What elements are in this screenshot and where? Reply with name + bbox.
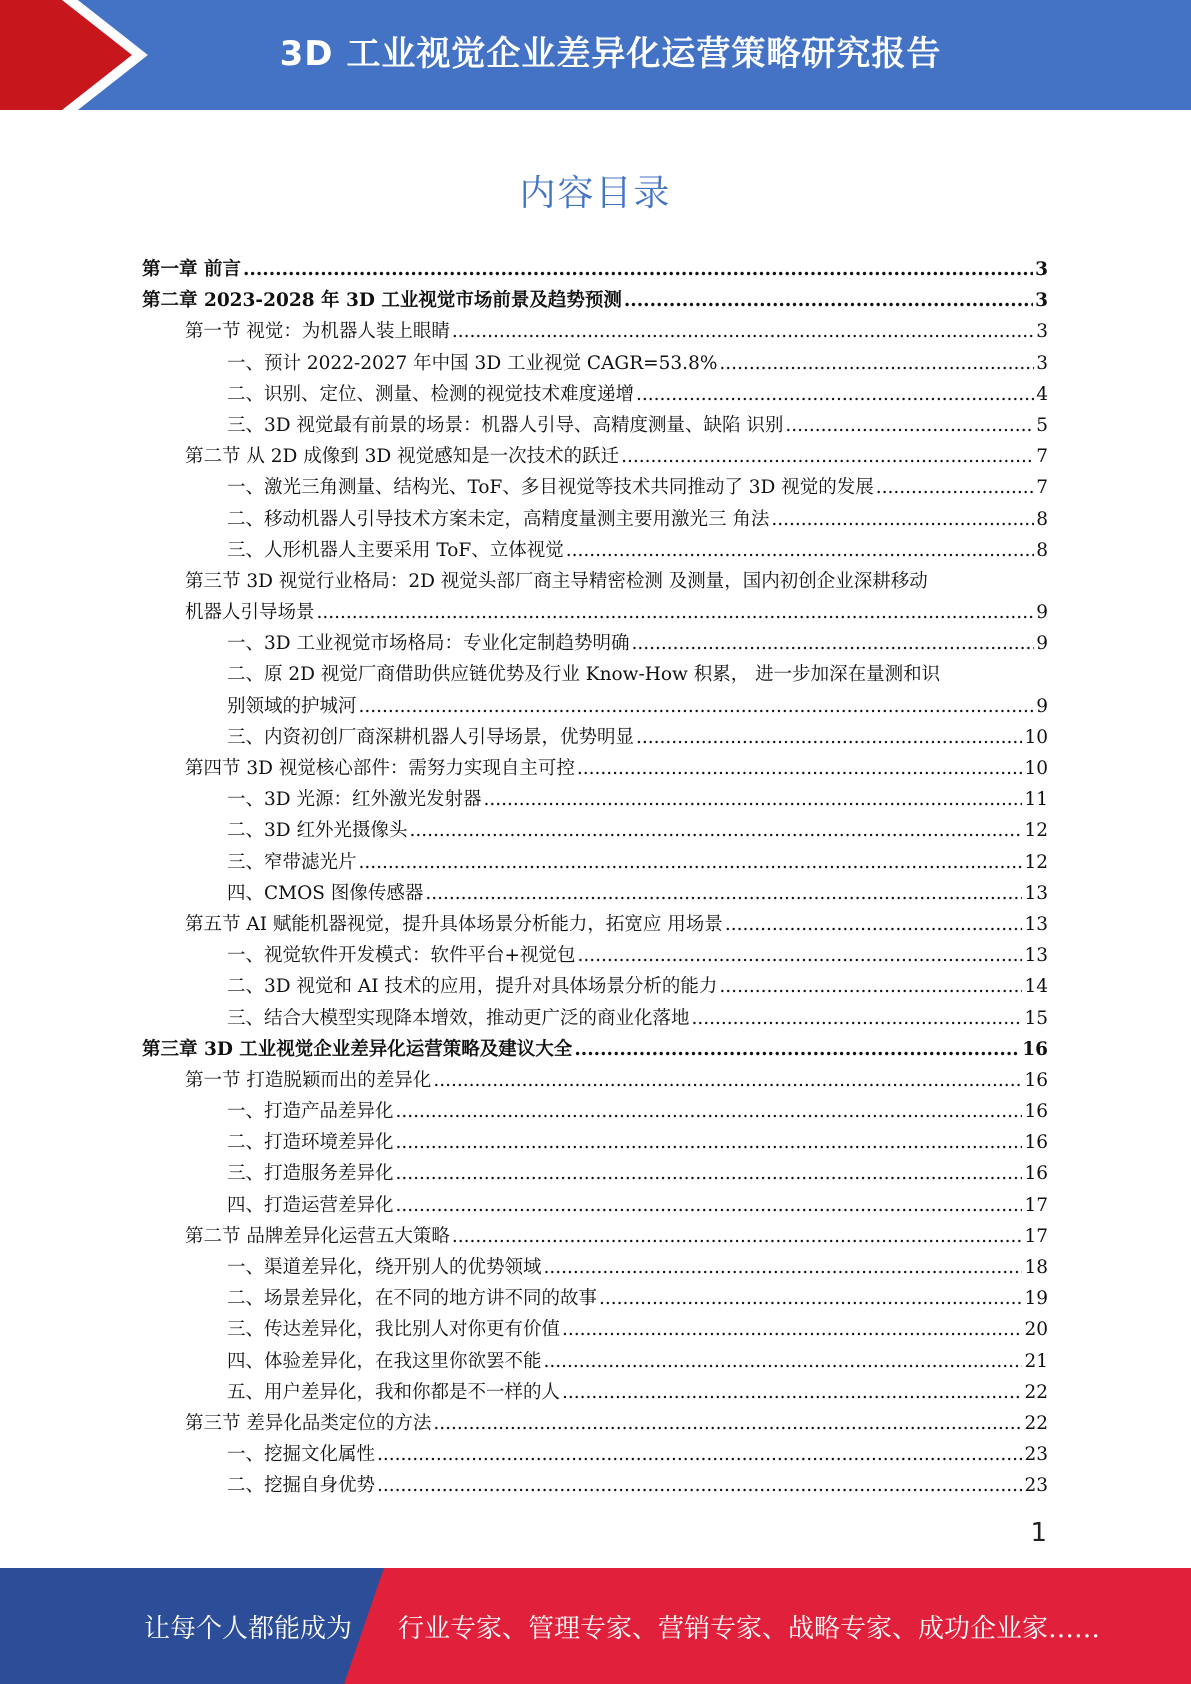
- toc-entry[interactable]: [142, 1003, 1048, 1034]
- toc-entry[interactable]: [142, 285, 1048, 316]
- toc-page-number: 12: [1024, 820, 1048, 842]
- toc-page-number: 15: [1024, 1007, 1048, 1029]
- toc-page-number: 3: [1035, 290, 1048, 312]
- dot-leader: [433, 1065, 1022, 1096]
- toc-entry-text: 二、识别、定位、测量、检测的视觉技术难度递增: [227, 383, 635, 405]
- toc-page-number: 12: [1024, 851, 1048, 873]
- dot-leader: [359, 691, 1035, 722]
- toc-entry[interactable]: [142, 472, 1048, 503]
- toc-entry[interactable]: [142, 1314, 1048, 1345]
- dot-leader: [396, 1096, 1023, 1127]
- toc-entry-text: 三、窄带滤光片: [227, 851, 357, 873]
- toc-entry[interactable]: [142, 628, 1048, 659]
- toc-entry-text: 三、打造服务差异化: [227, 1163, 394, 1185]
- dot-leader: [725, 909, 1023, 940]
- toc-entry-text: 第三节 差异化品类定位的方法: [185, 1412, 432, 1434]
- dot-leader: [876, 472, 1034, 503]
- toc-entry-text: 第二节 从 2D 成像到 3D 视觉感知是一次技术的跃迁: [185, 446, 620, 468]
- toc-entry[interactable]: [142, 1283, 1048, 1314]
- toc-entry[interactable]: [142, 441, 1048, 472]
- toc-entry-text: 第一章 前言: [142, 259, 241, 280]
- toc-page-number: 3: [1036, 352, 1048, 374]
- toc-entry[interactable]: [142, 1034, 1048, 1065]
- dot-leader: [452, 1221, 1023, 1252]
- dot-leader: [785, 410, 1034, 441]
- toc-page-number: 13: [1024, 882, 1048, 904]
- dot-leader: [544, 1346, 1023, 1377]
- toc-page-number: 4: [1036, 383, 1048, 405]
- toc-page-number: 21: [1024, 1350, 1048, 1372]
- toc-page-number: 8: [1036, 539, 1048, 561]
- toc-entry-text-continued: 别领域的护城河: [227, 695, 357, 717]
- toc-entry[interactable]: [142, 659, 1048, 721]
- toc-page-number: 17: [1024, 1225, 1048, 1247]
- toc-entry[interactable]: [142, 909, 1048, 940]
- toc-entry[interactable]: [142, 1190, 1048, 1221]
- dot-leader: [574, 1034, 1020, 1065]
- toc-entry-text: 二、场景差异化，在不同的地方讲不同的故事: [227, 1288, 598, 1310]
- toc-entry[interactable]: [142, 410, 1048, 441]
- toc-page-number: 7: [1036, 446, 1048, 468]
- toc-entry[interactable]: [142, 1470, 1048, 1501]
- toc-entry-text: 三、传达差异化，我比别人对你更有价值: [227, 1319, 561, 1341]
- toc-entry-text: 四、CMOS 图像传感器: [227, 882, 424, 904]
- toc-entry[interactable]: [142, 722, 1048, 753]
- page-header: [0, 0, 1191, 110]
- toc-entry[interactable]: [142, 940, 1048, 971]
- toc-entry-text: 一、3D 工业视觉市场格局：专业化定制趋势明确: [227, 633, 630, 655]
- dot-leader: [425, 878, 1022, 909]
- toc-entry-text: 二、挖掘自身优势: [227, 1475, 376, 1497]
- dot-leader: [632, 628, 1035, 659]
- toc-page-number: 20: [1024, 1319, 1048, 1341]
- dot-leader: [692, 1003, 1023, 1034]
- toc-entry[interactable]: [142, 316, 1048, 347]
- toc-entry[interactable]: [142, 1221, 1048, 1252]
- toc-page-number: 23: [1024, 1475, 1048, 1497]
- toc-entry-text: 第三节 3D 视觉行业格局：2D 视觉头部厂商主导精密检测 及测量，国内初创企业深耕移动: [185, 570, 928, 592]
- toc-entry[interactable]: [142, 753, 1048, 784]
- toc-heading: 内容目录: [519, 173, 672, 214]
- dot-leader: [396, 1127, 1023, 1158]
- toc-entry-text: 二、打造环境差异化: [227, 1132, 394, 1154]
- toc-page-number: 16: [1022, 1038, 1048, 1060]
- toc-entry-text: 三、内资初创厂商深耕机器人引导场景，优势明显: [227, 726, 635, 748]
- dot-leader: [636, 722, 1022, 753]
- toc-page-number: 9: [1036, 602, 1048, 624]
- toc-page-number: 14: [1024, 976, 1048, 998]
- toc-page-number: 7: [1036, 477, 1048, 499]
- toc-entry[interactable]: [142, 847, 1048, 878]
- dot-leader: [577, 753, 1023, 784]
- toc-page-number: 18: [1024, 1257, 1048, 1279]
- page-footer: [0, 1568, 1191, 1684]
- toc-entry-text-continued: 机器人引导场景: [185, 602, 315, 624]
- toc-entry[interactable]: [142, 1377, 1048, 1408]
- toc-page-number: 10: [1024, 758, 1048, 780]
- toc-entry-text: 一、3D 光源：红外激光发射器: [227, 789, 482, 811]
- toc-entry[interactable]: [142, 878, 1048, 909]
- dot-leader: [484, 784, 1023, 815]
- toc-entry[interactable]: [142, 1158, 1048, 1189]
- dot-leader: [452, 316, 1034, 347]
- footer-slogan-right: 行业专家、管理专家、营销专家、战略专家、成功企业家……: [398, 1614, 1101, 1644]
- toc-page-number: 9: [1036, 695, 1048, 717]
- page-number: 1: [1030, 1518, 1047, 1548]
- toc-page-number: 5: [1036, 414, 1048, 436]
- toc-entry-text: 一、视觉软件开发模式：软件平台+视觉包: [227, 945, 576, 967]
- toc-entry-text: 二、3D 红外光摄像头: [227, 820, 408, 842]
- toc-page-number: 9: [1036, 633, 1048, 655]
- dot-leader: [243, 254, 1033, 285]
- dot-leader: [636, 379, 1034, 410]
- dot-leader: [409, 815, 1022, 846]
- toc-entry-text: 第二节 品牌差异化运营五大策略: [185, 1225, 450, 1247]
- chevron-arrow-icon: [0, 0, 160, 110]
- dot-leader: [317, 597, 1035, 628]
- dot-leader: [377, 1439, 1022, 1470]
- dot-leader: [719, 971, 1022, 1002]
- toc-page-number: 16: [1024, 1069, 1048, 1091]
- toc-page-number: 11: [1024, 789, 1048, 811]
- toc-page-number: 22: [1024, 1412, 1048, 1434]
- toc-entry-text: 第三章 3D 工业视觉企业差异化运营策略及建议大全: [142, 1038, 573, 1060]
- dot-leader: [624, 285, 1033, 316]
- dot-leader: [359, 847, 1023, 878]
- toc-entry-text: 二、原 2D 视觉厂商借助供应链优势及行业 Know-How 积累， 进一步加深在量测和识: [227, 664, 941, 686]
- toc-entry[interactable]: [142, 1408, 1048, 1439]
- toc-entry[interactable]: [142, 504, 1048, 535]
- toc-page-number: 3: [1036, 321, 1048, 343]
- report-title: 3D 工业视觉企业差异化运营策略研究报告: [279, 34, 942, 74]
- toc-entry[interactable]: [142, 1439, 1048, 1470]
- toc-page-number: 13: [1024, 945, 1048, 967]
- toc-entry-text: 一、挖掘文化属性: [227, 1444, 376, 1466]
- toc-page-number: 22: [1024, 1381, 1048, 1403]
- toc-entry-text: 第四节 3D 视觉核心部件：需努力实现自主可控: [185, 758, 575, 780]
- toc-entry-text: 二、3D 视觉和 AI 技术的应用，提升对具体场景分析的能力: [227, 976, 718, 998]
- toc-entry-text: 第二章 2023-2028 年 3D 工业视觉市场前景及趋势预测: [142, 290, 622, 312]
- toc-entry-text: 一、打造产品差异化: [227, 1101, 394, 1123]
- toc-entry-text: 二、移动机器人引导技术方案未定，高精度量测主要用激光三 角法: [227, 508, 770, 530]
- toc-page-number: 23: [1024, 1444, 1048, 1466]
- dot-leader: [719, 348, 1034, 379]
- toc-entry-text: 四、打造运营差异化: [227, 1194, 394, 1216]
- toc-page-number: 17: [1024, 1194, 1048, 1216]
- toc-entry-text: 三、3D 视觉最有前景的场景：机器人引导、高精度测量、缺陷 识别: [227, 414, 784, 436]
- toc-entry[interactable]: [142, 254, 1048, 285]
- toc-entry-text: 一、激光三角测量、结构光、ToF、多目视觉等技术共同推动了 3D 视觉的发展: [227, 477, 874, 499]
- toc-entry[interactable]: [142, 1096, 1048, 1127]
- toc-entry[interactable]: [142, 348, 1048, 379]
- toc-entry[interactable]: [142, 1346, 1048, 1377]
- toc-entry[interactable]: [142, 784, 1048, 815]
- toc-entry[interactable]: [142, 971, 1048, 1002]
- toc-entry[interactable]: [142, 1252, 1048, 1283]
- toc-page-number: 16: [1024, 1132, 1048, 1154]
- toc-entry-text: 第五节 AI 赋能机器视觉，提升具体场景分析能力，拓宽应 用场景: [185, 913, 723, 935]
- dot-leader: [396, 1190, 1023, 1221]
- dot-leader: [544, 1252, 1023, 1283]
- toc-page-number: 10: [1024, 726, 1048, 748]
- dot-leader: [578, 940, 1023, 971]
- dot-leader: [599, 1283, 1022, 1314]
- toc-entry[interactable]: [142, 1065, 1048, 1096]
- toc-page-number: 13: [1024, 913, 1048, 935]
- toc-entry-text: 第一节 打造脱颖而出的差异化: [185, 1069, 432, 1091]
- toc-page-number: 16: [1024, 1163, 1048, 1185]
- dot-leader: [566, 535, 1034, 566]
- toc-entry-text: 五、用户差异化，我和你都是不一样的人: [227, 1381, 561, 1403]
- dot-leader: [562, 1377, 1022, 1408]
- dot-leader: [377, 1470, 1022, 1501]
- toc-entry[interactable]: [142, 535, 1048, 566]
- toc-entry[interactable]: [142, 815, 1048, 846]
- toc-entry-text: 三、结合大模型实现降本增效，推动更广泛的商业化落地: [227, 1007, 690, 1029]
- table-of-contents: [142, 254, 1048, 1502]
- toc-page-number: 19: [1024, 1288, 1048, 1310]
- dot-leader: [621, 441, 1034, 472]
- toc-entry-text: 一、渠道差异化，绕开别人的优势领域: [227, 1257, 542, 1279]
- dot-leader: [771, 504, 1034, 535]
- dot-leader: [562, 1314, 1022, 1345]
- toc-entry-text: 第一节 视觉：为机器人装上眼睛: [185, 321, 450, 343]
- toc-entry[interactable]: [142, 1127, 1048, 1158]
- toc-entry[interactable]: [142, 379, 1048, 410]
- toc-page-number: 16: [1024, 1101, 1048, 1123]
- dot-leader: [433, 1408, 1022, 1439]
- dot-leader: [396, 1158, 1023, 1189]
- footer-slogan-left: 让每个人都能成为: [144, 1614, 353, 1644]
- toc-entry[interactable]: [142, 566, 1048, 628]
- toc-entry-text: 三、人形机器人主要采用 ToF、立体视觉: [227, 539, 564, 561]
- toc-page-number: 3: [1035, 259, 1048, 280]
- toc-entry-text: 四、体验差异化，在我这里你欲罢不能: [227, 1350, 542, 1372]
- toc-entry-text: 一、预计 2022-2027 年中国 3D 工业视觉 CAGR=53.8%: [227, 352, 718, 374]
- toc-page-number: 8: [1036, 508, 1048, 530]
